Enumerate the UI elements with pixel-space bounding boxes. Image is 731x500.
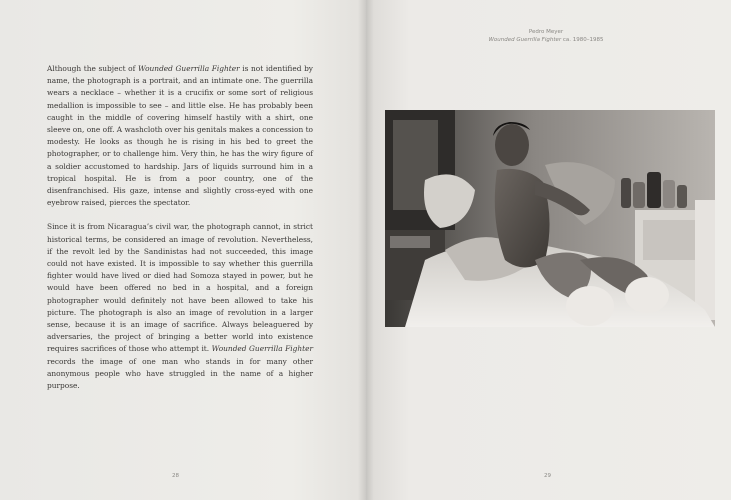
page-number-right: 29	[544, 473, 551, 479]
text-run: Since it is from Nicaragua’s civil war, the photograph cannot, in strict historical terms, be considered an image of revolution. Nevertheless, if the revolt led by the Sandinistas had not succeeded, this image could not have existed. It is impossible to say whether this guerrilla fighter would have lived or died had Somoza stayed in power, but he would have been offered no bed in a hospital, and a foreign photographer would definitely not have been allowed to take his picture. The photograph is also an image of revolution in a larger sense, because it is an image of sacrifice. Always beleaguered by adversaries, the project of bringing a better world into existence requires sacrifices of those who attempt it.	[47, 222, 313, 354]
caption-artist: Pedro Meyer	[528, 29, 564, 35]
page-number-left: 28	[172, 473, 179, 479]
essay-paragraph	[47, 221, 313, 392]
caption-date: ca. 1980–1985	[561, 37, 604, 43]
essay-paragraph	[47, 63, 313, 209]
photo-caption	[476, 28, 616, 44]
italic-title-run: Wounded Guerrilla Fighter	[211, 344, 313, 354]
caption-line	[476, 36, 616, 44]
italic-title-run: Wounded Guerrilla Fighter	[138, 64, 240, 73]
photograph-image	[385, 110, 715, 327]
photograph	[385, 110, 715, 327]
caption-title: Wounded Guerrilla Fighter	[488, 37, 562, 43]
essay-text	[47, 63, 313, 404]
text-run: Although the subject of	[47, 64, 138, 73]
text-run: is not identified by name, the photograph is a portrait, and an intimate one. The guerrilla wears a necklace – whether it is a crucifix or some sort of religious medallion is impossible to see – and little else. He has probably been caught in the middle of covering himself hastily with a shirt, one sleeve on, one off. A washcloth over his genitals makes a concession to modesty. He looks as though he is rising in his bed to greet the photographer, or to challenge him. Very thin, he has the wiry figure of a soldier accustomed to hardship. Jars of liquids surround him in a tropical hospital. He is from a poor country, one of the disenfranchised. His gaze, intense and slightly cross-eyed with one eyebrow raised, pierces the spectator.	[47, 64, 313, 208]
text-run: records the image of one man who stands in for many other anonymous people who have struggled in the name of a higher purpose.	[47, 356, 313, 391]
book-gutter	[358, 0, 374, 500]
